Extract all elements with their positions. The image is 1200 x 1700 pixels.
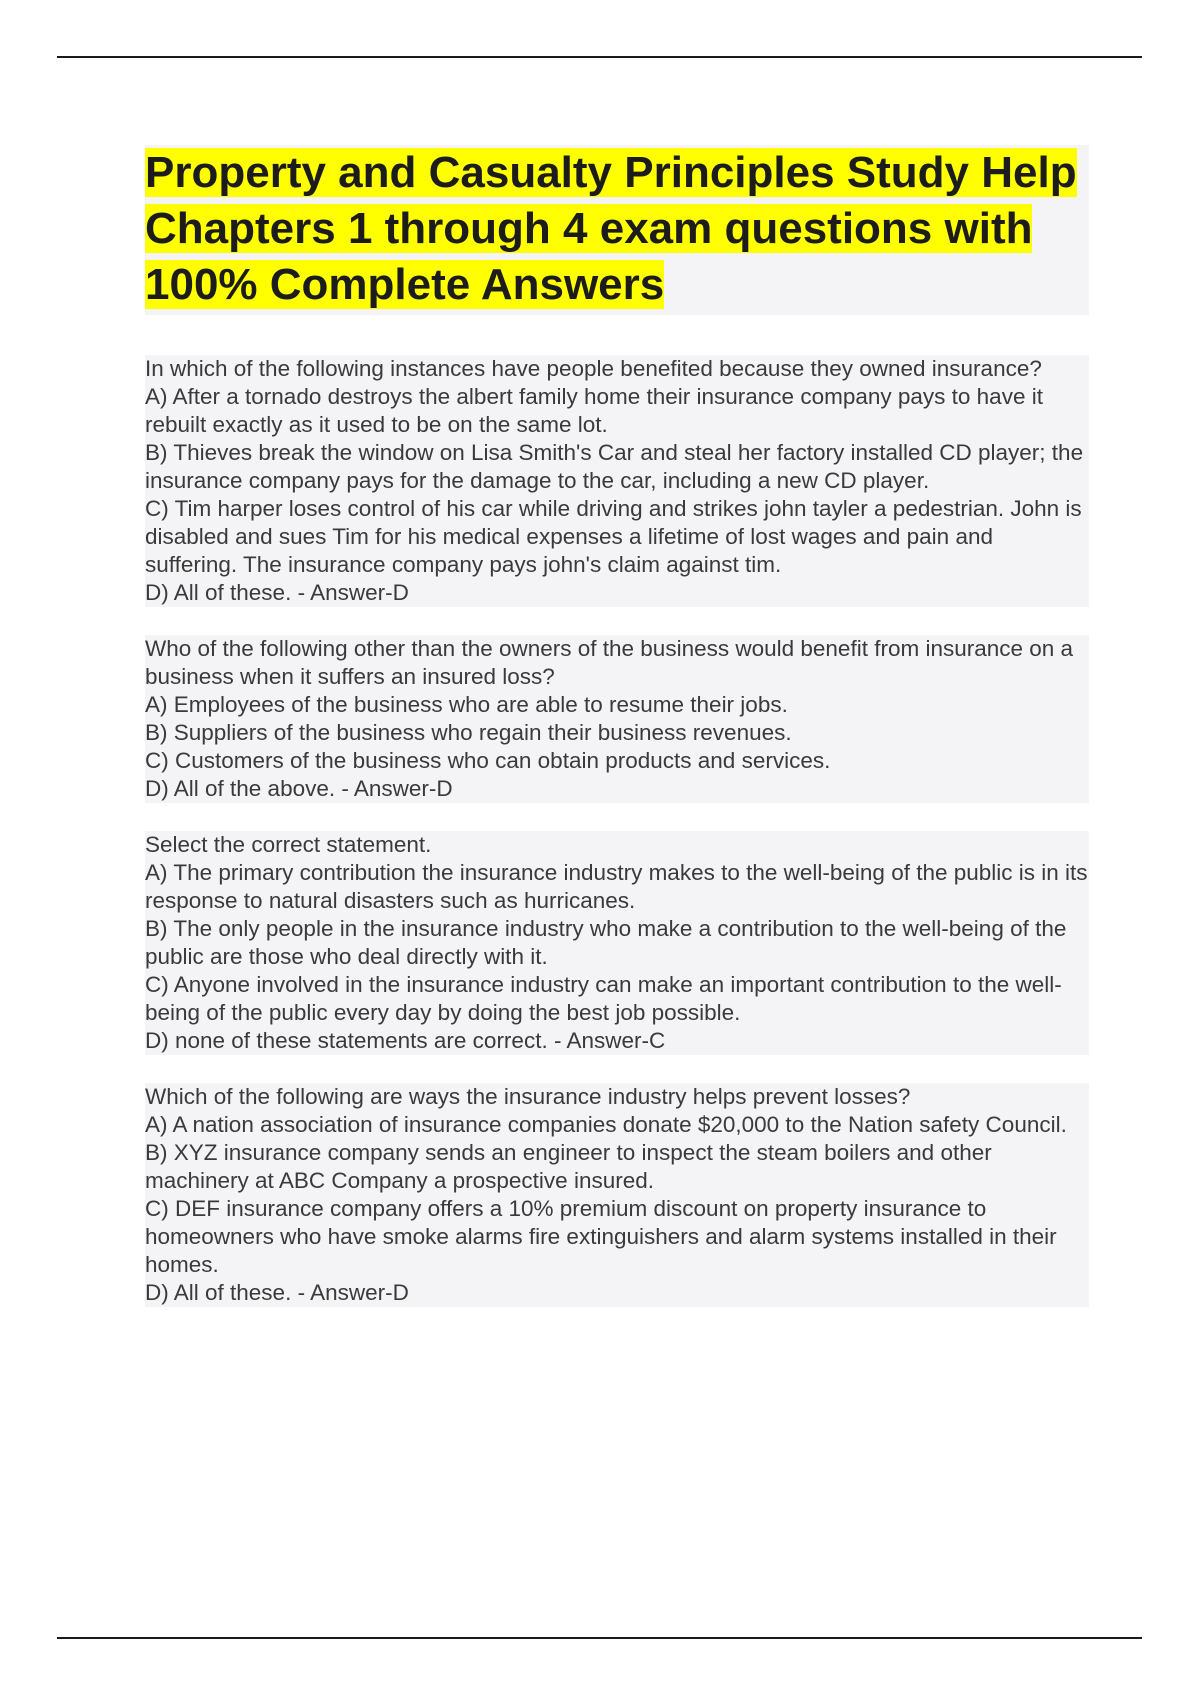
question-3 bbox=[145, 831, 1089, 1055]
question-4 bbox=[145, 1083, 1089, 1307]
question-answer: D) All of these. - Answer-D bbox=[145, 580, 409, 605]
question-option: A) Employees of the business who are able to resume their jobs. bbox=[145, 692, 788, 717]
question-option: A) A nation association of insurance companies donate $20,000 to the Nation safety Council. bbox=[145, 1112, 1067, 1137]
question-option: B) Thieves break the window on Lisa Smith's Car and steal her factory installed CD player; the insurance company pays for the damage to the car, including a new CD player. bbox=[145, 440, 1084, 493]
question-1 bbox=[145, 355, 1089, 607]
question-option: C) Tim harper loses control of his car while driving and strikes john tayler a pedestrian. John is disabled and sues Tim for his medical expenses a lifetime of lost wages and pain and suffering. The insurance company pays john's claim against tim. bbox=[145, 496, 1082, 577]
footer-rule bbox=[57, 1637, 1142, 1639]
question-stem: Which of the following are ways the insurance industry helps prevent losses? bbox=[145, 1084, 911, 1109]
title-block bbox=[145, 145, 1089, 315]
question-option: A) After a tornado destroys the albert family home their insurance company pays to have it rebuilt exactly as it used to be on the same lot. bbox=[145, 384, 1043, 437]
document-body bbox=[145, 145, 1089, 1335]
question-option: A) The primary contribution the insurance industry makes to the well-being of the public is in its response to natural disasters such as hurricanes. bbox=[145, 860, 1088, 913]
question-answer: D) All of the above. - Answer-D bbox=[145, 776, 453, 801]
question-option: B) XYZ insurance company sends an engineer to inspect the steam boilers and other machinery at ABC Company a prospective insured. bbox=[145, 1140, 992, 1193]
question-option: B) The only people in the insurance industry who make a contribution to the well-being of the public are those who deal directly with it. bbox=[145, 916, 1067, 969]
question-option: C) Anyone involved in the insurance industry can make an important contribution to the well-being of the public every day by doing the best job possible. bbox=[145, 972, 1062, 1025]
document-title-text: Property and Casualty Principles Study Help Chapters 1 through 4 exam questions with 100% Complete Answers bbox=[145, 148, 1077, 309]
header-rule bbox=[57, 56, 1142, 58]
question-option: C) Customers of the business who can obtain products and services. bbox=[145, 748, 831, 773]
question-answer: D) All of these. - Answer-D bbox=[145, 1280, 409, 1305]
question-answer: D) none of these statements are correct. - Answer-C bbox=[145, 1028, 666, 1053]
question-stem: Who of the following other than the owners of the business would benefit from insurance on a business when it suffers an insured loss? bbox=[145, 636, 1074, 689]
question-stem: In which of the following instances have people benefited because they owned insurance? bbox=[145, 356, 1042, 381]
question-stem: Select the correct statement. bbox=[145, 832, 432, 857]
question-option: B) Suppliers of the business who regain their business revenues. bbox=[145, 720, 792, 745]
document-title bbox=[145, 145, 1089, 313]
question-2 bbox=[145, 635, 1089, 803]
question-option: C) DEF insurance company offers a 10% premium discount on property insurance to homeowners who have smoke alarms fire extinguishers and alarm systems installed in their homes. bbox=[145, 1196, 1057, 1277]
question-list bbox=[145, 355, 1089, 1307]
